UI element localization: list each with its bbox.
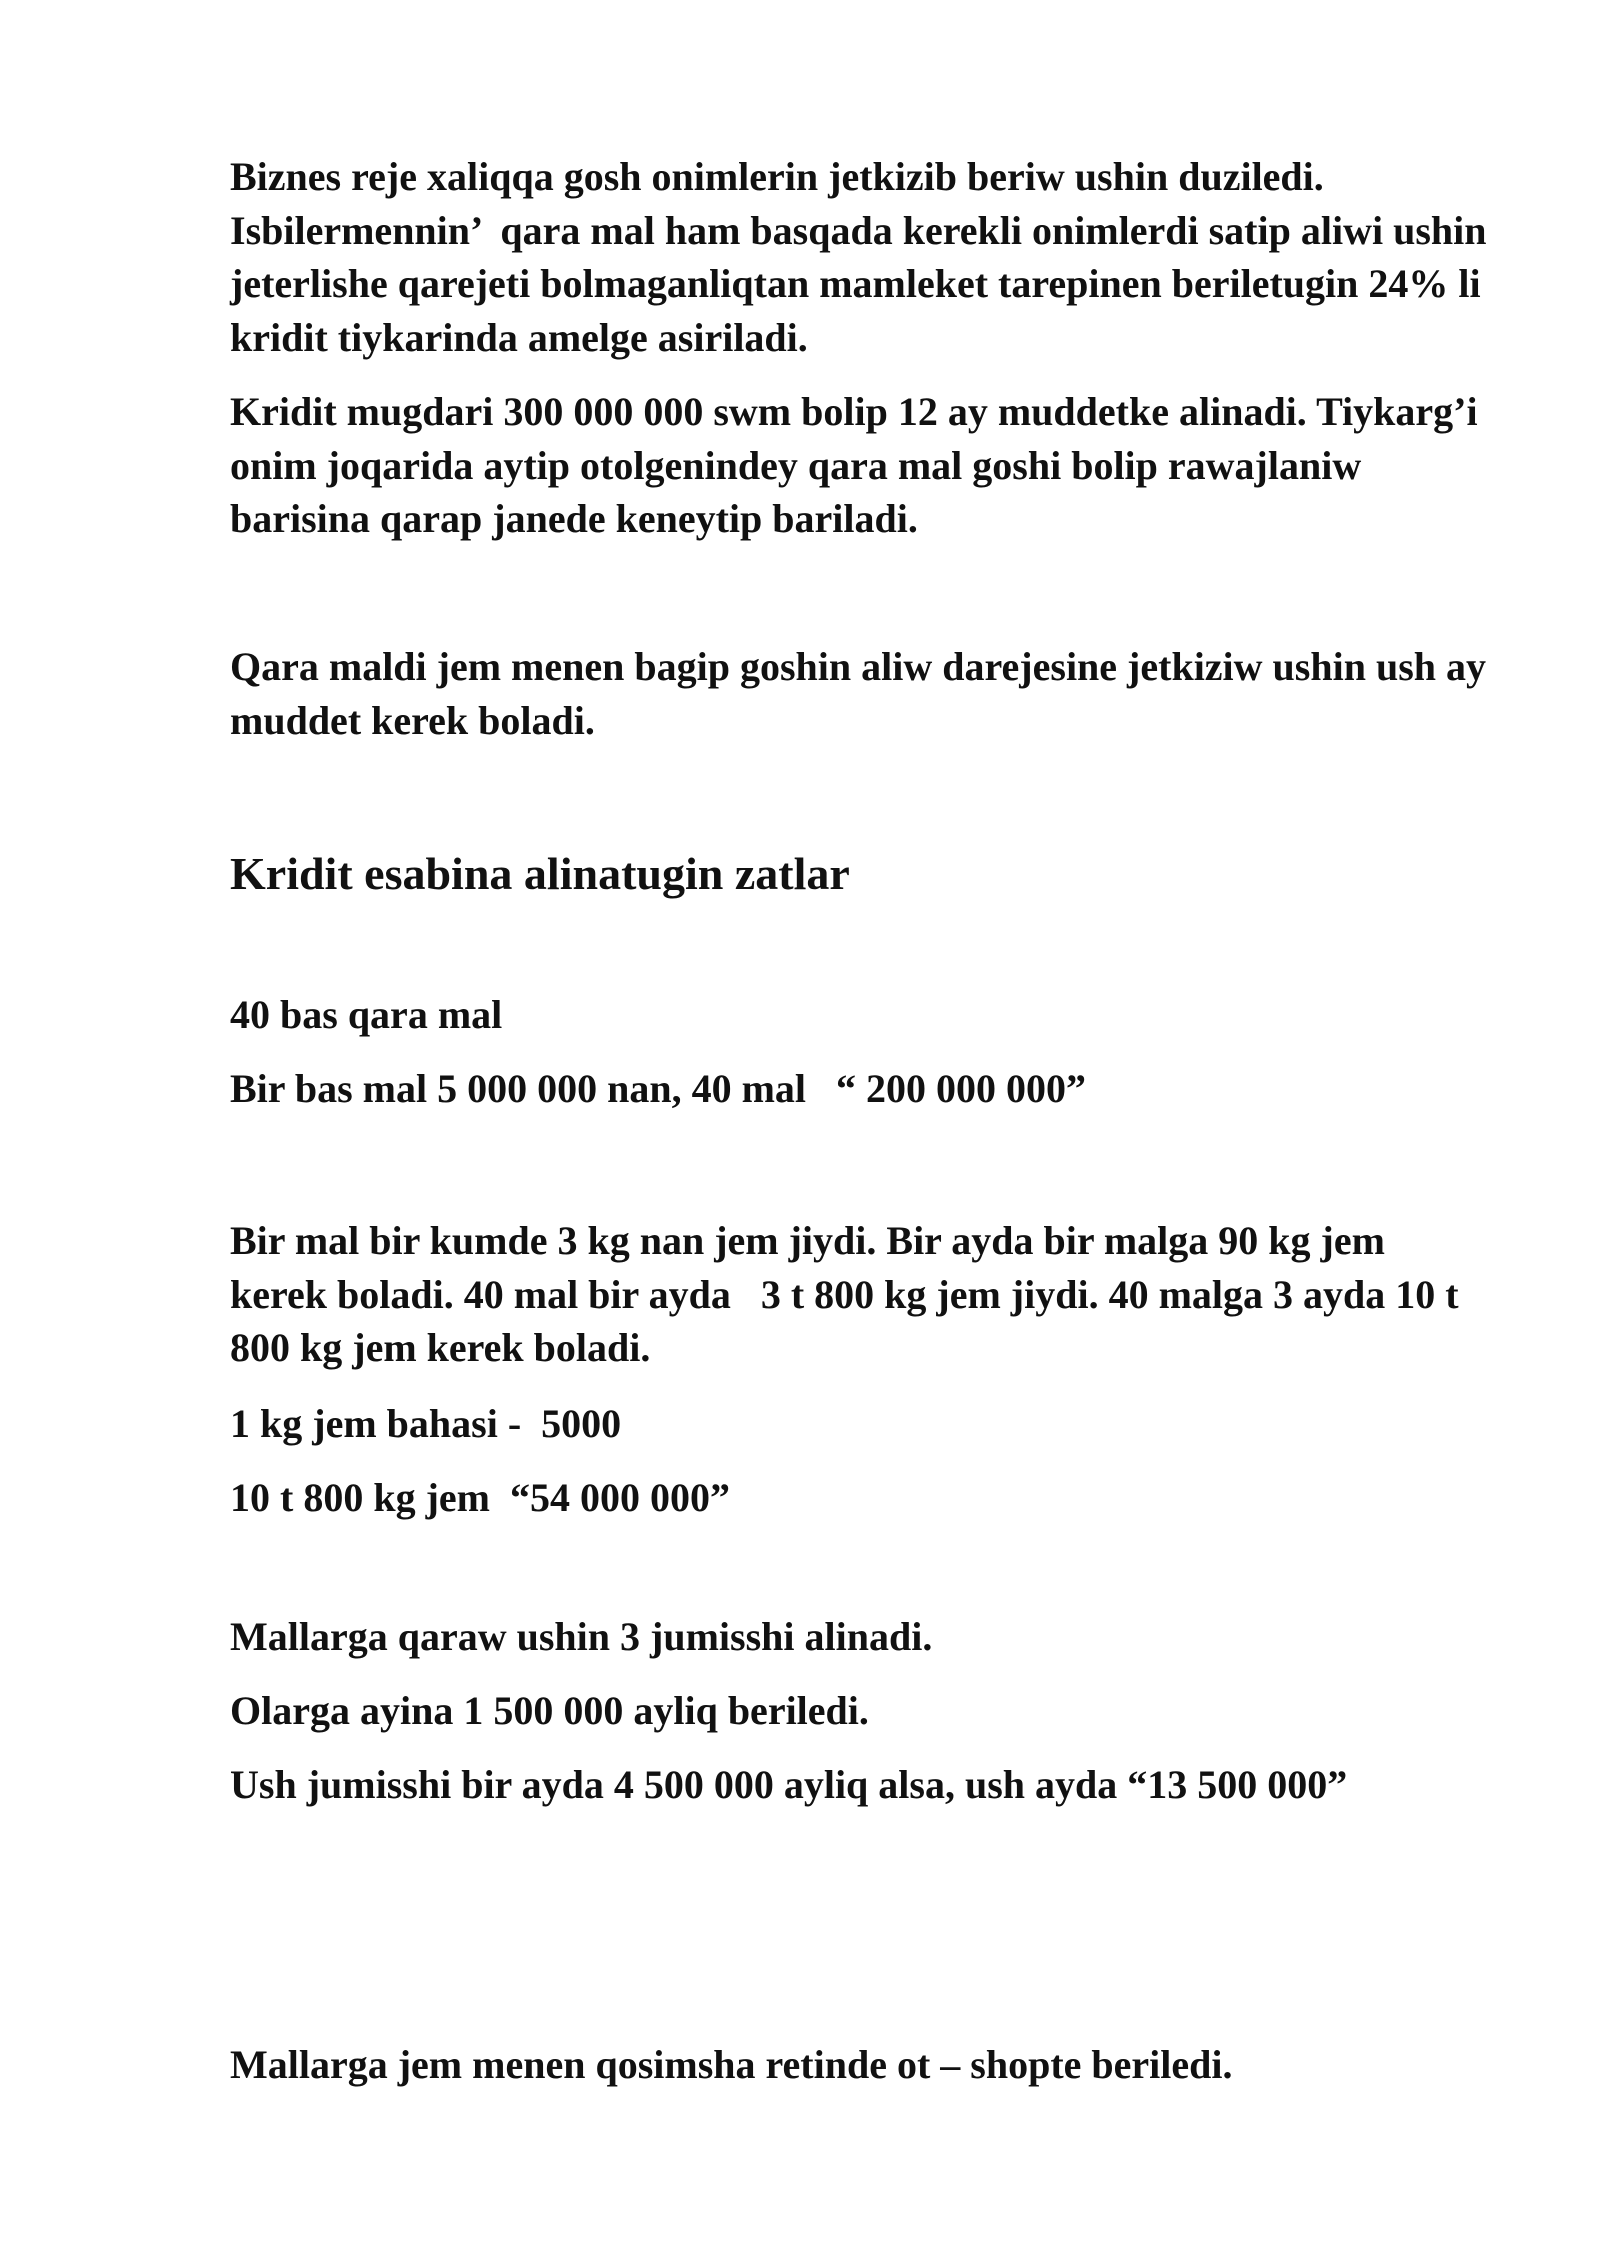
paragraph-intro: Biznes reje xaliqqa gosh onimlerin jetkizib beriw ushin duziledi. Isbilermennin’ qara mal ham basqada kerekli onimlerdi satip aliwi ushin jeterlishe qarejeti bolmaganliqtan mamleket tarepinen beriletugin 24% li kridit tiykarinda amelge asiriladi. xyxy=(230,154,1497,360)
section-heading: Kridit esabina alinatugin zatlar xyxy=(230,848,850,899)
item-salary: Olarga ayina 1 500 000 ayliq beriledi. xyxy=(230,1688,869,1733)
item-feed-price: 1 kg jem bahasi - 5000 xyxy=(230,1401,622,1446)
item-salary-total: Ush jumisshi bir ayda 4 500 000 ayliq alsa, ush ayda “13 500 000” xyxy=(230,1762,1348,1807)
item-cattle-count: 40 bas qara mal xyxy=(230,992,503,1037)
item-cattle-cost: Bir bas mal 5 000 000 nan, 40 mal “ 200 000 000” xyxy=(230,1066,1086,1111)
item-feed-total: 10 t 800 kg jem “54 000 000” xyxy=(230,1475,730,1520)
item-feed-consumption: Bir mal bir kumde 3 kg nan jem jiydi. Bir ayda bir malga 90 kg jem kerek boladi. 40 mal bir ayda 3 t 800 kg jem jiydi. 40 malga 3 ayda 10 t 800 kg jem kerek boladi. xyxy=(230,1218,1469,1370)
paragraph-credit-amount: Kridit mugdari 300 000 000 swm bolip 12 ay muddetke alinadi. Tiykarg’i onim joqarida aytip otolgenindey qara mal goshi bolip rawajlaniw barisina qarap janede keneytip bariladi. xyxy=(230,389,1488,541)
paragraph-feeding-period: Qara maldi jem menen bagip goshin aliw darejesine jetkiziw ushin ush ay muddet kerek boladi. xyxy=(230,644,1497,743)
item-hay: Mallarga jem menen qosimsha retinde ot – shopte beriledi. xyxy=(230,2042,1233,2087)
item-workers: Mallarga qaraw ushin 3 jumisshi alinadi. xyxy=(230,1614,933,1659)
